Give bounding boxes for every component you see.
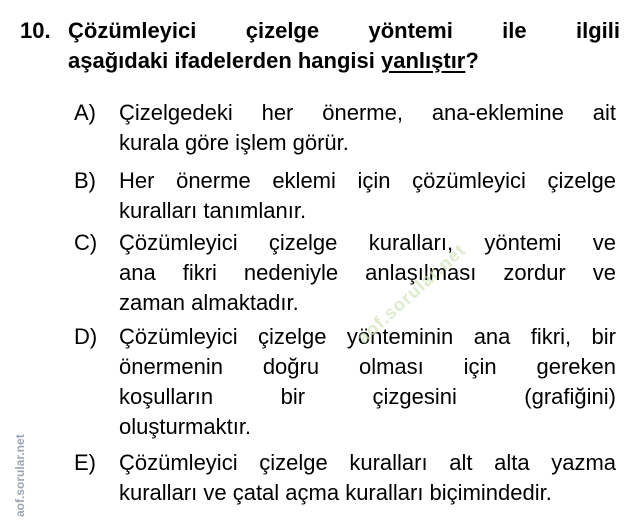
option-line: kuralları tanımlanır.	[119, 198, 307, 223]
option-c[interactable]	[74, 228, 616, 318]
option-letter: E)	[74, 450, 96, 475]
option-e[interactable]	[74, 448, 616, 508]
option-letter: C)	[74, 230, 98, 255]
option-text	[119, 448, 616, 508]
option-line: Çözümleyici çizelge kuralları alt alta yazma	[119, 450, 616, 475]
option-b[interactable]	[74, 166, 616, 226]
question-line-1: Çözümleyici çizelge yöntemi ile ilgili	[68, 18, 620, 43]
option-line: kuralları ve çatal açma kuralları biçimindedir.	[119, 480, 552, 505]
side-watermark: aof.sorular.net	[13, 434, 27, 517]
question-line-2-prefix: aşağıdaki ifadelerden hangisi	[68, 48, 381, 73]
question	[20, 16, 620, 76]
option-line: Her önerme eklemi için çözümleyici çizelge	[119, 168, 616, 193]
option-line: önermenin doğru olması için gereken	[119, 354, 616, 379]
option-line: Çözümleyici çizelge yönteminin ana fikri, bir	[119, 324, 616, 349]
option-line: Çözümleyici çizelge kuralları, yöntemi ve	[119, 230, 616, 255]
option-letter: B)	[74, 168, 96, 193]
option-line: Çizelgedeki her önerme, ana-eklemine ait	[119, 100, 616, 125]
option-line: kurala göre işlem görür.	[119, 130, 349, 155]
option-letter: D)	[74, 324, 98, 349]
question-text	[68, 16, 620, 76]
option-a[interactable]	[74, 98, 616, 158]
option-letter: A)	[74, 100, 96, 125]
option-text	[119, 166, 616, 226]
option-line: koşulların bir çizgesini (grafiğini)	[119, 384, 616, 409]
option-d[interactable]	[74, 322, 616, 442]
question-emphasis: yanlıştır	[381, 48, 466, 73]
option-text	[119, 228, 616, 318]
option-text	[119, 98, 616, 158]
option-line: ana fikri nedeniyle anlaşılması zordur ve	[119, 260, 616, 285]
question-line-2-suffix: ?	[465, 48, 479, 73]
question-number: 10.	[20, 18, 51, 43]
option-line: zaman almaktadır.	[119, 290, 299, 315]
question-line-2	[68, 46, 620, 76]
option-line: oluşturmaktır.	[119, 414, 252, 439]
center-watermark: aof.sorular.net	[352, 239, 470, 348]
